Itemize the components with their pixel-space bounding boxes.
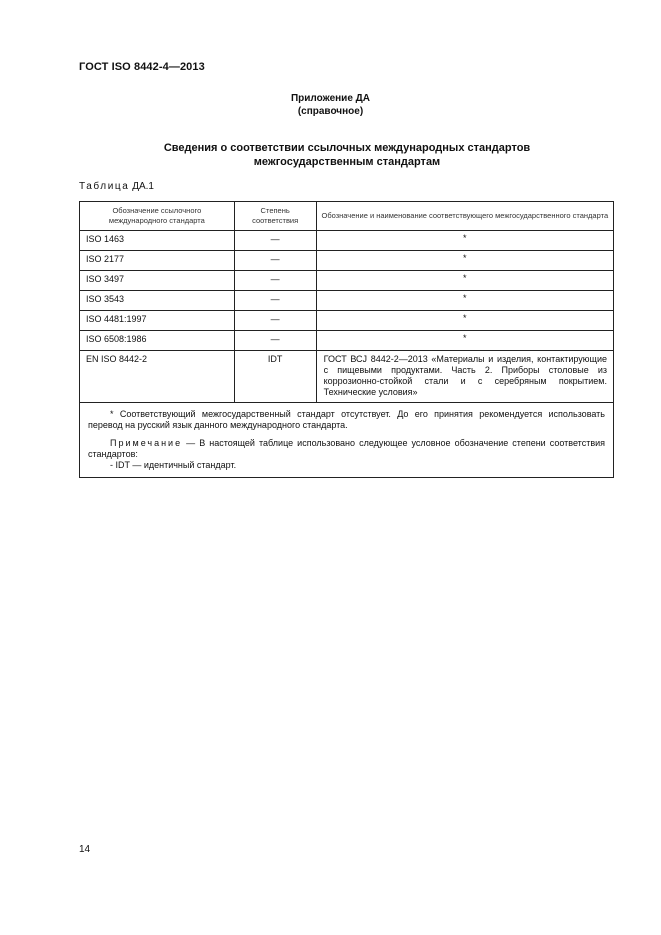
note-list-item: - IDT — идентичный стандарт.	[110, 460, 237, 470]
annex-title: Приложение ДА	[290, 93, 371, 104]
correspondence-table	[79, 201, 614, 478]
cell-standard: ISO 6508:1986	[80, 331, 235, 351]
note-text: — В настоящей таблице использовано следующее условное обозначение степени соответствия стандартов:	[88, 438, 605, 459]
table-row	[80, 291, 614, 311]
cell-gost: *	[316, 311, 613, 331]
cell-gost: *	[316, 331, 613, 351]
table-note	[88, 438, 605, 460]
section-title-line-2: межгосударственным стандартам	[253, 156, 441, 168]
cell-gost: ГОСТ ВСJ 8442-2—2013 «Материалы и изделия, контактирующие с пищевыми продуктами. Часть 2. Приборы столовые из коррозионно-стойкой стали и с серебряным покрытием. Технические условия»	[316, 351, 613, 403]
table-label	[79, 181, 154, 192]
cell-degree: —	[234, 331, 316, 351]
table-row	[80, 231, 614, 251]
table-row	[80, 251, 614, 271]
table-notes	[80, 403, 614, 478]
cell-standard: ISO 1463	[80, 231, 235, 251]
cell-standard: ISO 3497	[80, 271, 235, 291]
cell-degree: —	[234, 231, 316, 251]
table-row	[80, 271, 614, 291]
cell-degree: —	[234, 311, 316, 331]
cell-gost: *	[316, 231, 613, 251]
cell-gost: *	[316, 271, 613, 291]
cell-standard: ISO 4481:1997	[80, 311, 235, 331]
cell-gost: *	[316, 251, 613, 271]
cell-standard: ISO 2177	[80, 251, 235, 271]
table-row	[80, 311, 614, 331]
note-label: Примечание	[110, 438, 183, 448]
table-label-number: ДА.1	[132, 181, 154, 192]
table-notes-row	[80, 403, 614, 478]
annex-heading	[0, 92, 661, 118]
table-row	[80, 351, 614, 403]
cell-degree: —	[234, 271, 316, 291]
cell-standard: EN ISO 8442-2	[80, 351, 235, 403]
cell-degree: —	[234, 291, 316, 311]
table-row	[80, 331, 614, 351]
column-header-degree: Степень соответствия	[234, 202, 316, 231]
table-footnote: * Соответствующий межгосударственный стандарт отсутствует. До его принятия рекомендуется использовать перевод на русский язык данного международного стандарта.	[88, 409, 605, 430]
column-header-gost: Обозначение и наименование соответствующего межгосударственного стандарта	[316, 202, 613, 231]
table-label-word: Таблица	[79, 181, 130, 192]
column-header-standard: Обозначение ссылочного международного стандарта	[80, 202, 235, 231]
section-title	[120, 141, 574, 169]
cell-degree: —	[234, 251, 316, 271]
table-header-row	[80, 202, 614, 231]
section-title-line-1: Сведения о соответствии ссылочных международных стандартов	[163, 142, 531, 154]
annex-subtitle: (справочное)	[297, 106, 364, 117]
document-code: ГОСТ ISO 8442-4—2013	[79, 61, 205, 73]
cell-degree: IDT	[234, 351, 316, 403]
cell-gost: *	[316, 291, 613, 311]
page-number: 14	[79, 844, 91, 855]
cell-standard: ISO 3543	[80, 291, 235, 311]
